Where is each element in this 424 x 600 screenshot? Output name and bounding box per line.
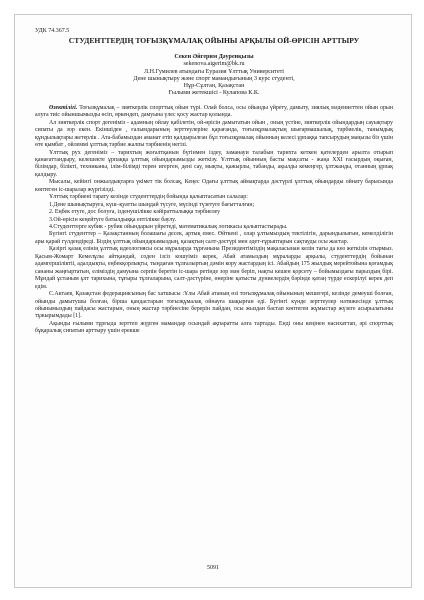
document-content: [35, 27, 393, 336]
list-item: 4.Студенттерге кубик - рубик ойындарын үйретеді, математикалық логикасы қалыптастырады.: [49, 224, 288, 231]
article-title: СТУДЕНТТЕРДІҢ ТОҒЫЗҚҰМАЛАҚ ОЙЫНЫ АРҚЫЛЫ ОЙ-ӨРІСІН АРТТЫРУ: [68, 36, 360, 45]
annotation-label: Өзектілігі.: [49, 104, 78, 111]
annotation-paragraph: [35, 105, 393, 120]
body-paragraph: Ақынды ғылыми тұрғыда зерттеп жүрген мамандар осындай ақпаратты алға тартады. Енді оны кеңінен насихаттап, әрі спорттық бұқаралық сипатын арттыру үшін ерекше: [35, 320, 393, 335]
udk-code: УДК 74.367.5: [35, 28, 70, 34]
author-affiliation: Л.Н.Гумилев атындағы Еуразия Ұлттық Университеті: [143, 68, 285, 75]
page-number: 5091: [207, 565, 219, 571]
supervisor: Ғылыми жетекшісі - Кулапова К.К.: [168, 90, 260, 97]
body-paragraph: Бүгінгі студенттер – Қазақстанның болашағы десек, артық емес. Өйткені , олар ұлтымыздың тектілігін, дарындылығын, кемелділігін ары қарай гүлдендіреді. Біздің ұлттық ойындарымыздың, қазақтың салт-дәстүрі мен әдет-ғұрыптарын сақтауды осы жастар.: [35, 231, 393, 245]
author-city: Нұр-Сұлтан, Қазақстан: [183, 83, 245, 90]
body-paragraph: Мысалы, кейінгі онжылдықтарға үкімет тік болсақ, Кеңес Одағы ұлттық аймақтарда дәстүрлі ұлттық ойындарды ойнату барысында көптеген іс-шаралар жүргізілді.: [35, 179, 393, 193]
body-paragraph: Ұлттық рух дегеніміз – тарихтың жоғалтқанын бүгінмен іздеу, заманауи талабын тарихта кеткен қателерден арылта отырып қанағаттандыру, келешекте ұрпаққа ұлттық ойындарымызды жеткізу. Ұлттық ойынның басты мақсаты - жаңа ХХІ ғасырдың оқыған, білімдар, білікті, техниканы, ілім-білімді терен игерген, дені сау, мықты, қажырлы, табанды, ақылды кемеңгер, ұлтжанды, отанның ұрпақ қалдыру.: [35, 149, 393, 178]
body-paragraph: Ұлттық тәрбиені тарату кезінде студенттердің бойында қалыптасатын салалар:: [49, 194, 248, 201]
article-body: [35, 105, 393, 336]
annotation-text: Тоғызқұмалақ – зияткерлік спорттық ойын түрі. Олай болса, осы ойынды үйрету, дамыту, зиялық мәдениеттен ойын орын алуға тиіс ойыншымызды өсіп, өркендеп, дамуына үлес қосу жастар қолында.: [35, 104, 393, 119]
author-name: Секен Әйгерим Дәуренқызы: [174, 54, 254, 60]
author-email: sekenova.aigerim@bk.ru: [183, 61, 245, 68]
author-position: Дене шынықтыру және спорт мамандығының 3 курс студенті,: [133, 75, 295, 82]
body-paragraph: Қазіргі қазақ елінің ұлттық идеологиясы осы мұраларда тұрғанына Президентіміздің мақаласынан келін тағы да көз жеткізін отырмыз. Қасым-Жомарт Кемелұлы айтқандай, соден ізсіз кошуіміз керек, Абай атамыздың мұраларды арқылы, студенттердің бойынан адамгершіліктіі, адалдықты, еңбекқорлықты, тыңдаған тұлғалыртың дәмін кору жастардың ісі. Абайдың 175 жылдық мерейтойына қоғамдық сананы жаңғыртатын, еліміздің дамуына серпін беретін іс-шара ретінде зор мән беріп, нақты кешен қорсету – бойымыздағы парыздың бірі. Мұндай ұстаным ұлт тарихына, тұғыры тұлғаларына, салт-дәстүріне, өнеріне қатысты дүниелердің бәрінде қатаң түрде ескерілуі керек деп едім.: [35, 246, 393, 290]
list-item: 3.Ой-өрісін кеңейтуге батылдыққа ептілікке баулу.: [49, 216, 176, 223]
document-page: [14, 14, 412, 588]
body-paragraph: С.Актаев, Қазақстан федерациясының бас хатшысы :Ұлы Абай атаның өзі тоғызқұмалақ ойынының мешегері, кезінде демеуші болған, ойынды дамытушы болған, бірша қандастарын тоғызқұмалақ ойнауға шақырған еді. Бүгінгі күнде зерттеулер нәтижесінде ұлттық ойынымыздың пайдасы жастарын, оның жастар тәрбиесіне берерін пайдан, осы жыздан бастап көптеген жұмыстар жүзеге асырылатыны тұжырымдады [1].: [35, 291, 393, 320]
body-paragraph: Ал зияткерлік спорт дегеніміз - адамның ойлау қабілетін, ой-өрісін дамытатын ойын , оның үстіне, зияткерлік ойындардың сауықтыру сипаты да зор екен. Екіншіден , ғалымдарының зерттеулеріне қарағанда, тоғызқұмалақтың шығармашылық, тәрбиелік, танымдық құндылықтары жетерлік . Ата-бабамыздан аманат етіп қалдырылған бұл тоғызқұмалақ ойынның келесі ұрпаққа тапсырудың маңызы біз үшін өте қымбат , ойлеммі ұлттық тәрбие жалпы тәрбиенің негізі.: [35, 119, 393, 149]
list-item: 2. Еңбек етуге, дос болуға, ізденушілікке кәйіраттылыққа тәрбиелеу: [49, 209, 221, 216]
author-block: [35, 54, 393, 98]
list-item: 1.Дене шынықтыруға, күш–қуатты шыңдай түсуге, мүсінді түзетуге бағытталған;: [49, 201, 255, 208]
